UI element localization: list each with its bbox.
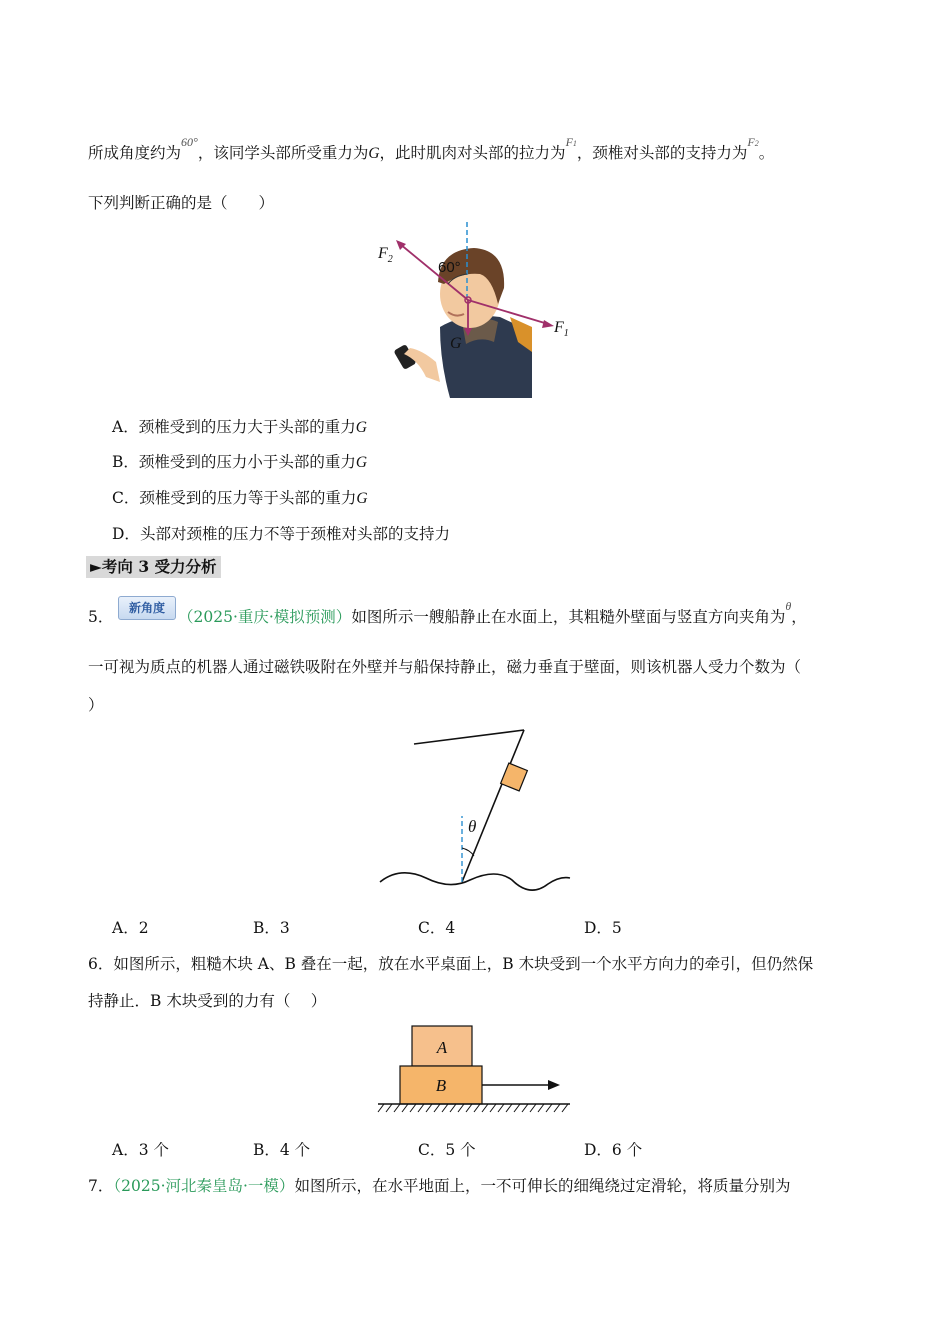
f2-label: $F_2$ [378, 245, 393, 265]
q5-option-d: D．5 [584, 919, 622, 937]
f1-symbol: F1 [565, 135, 577, 149]
block-a-label: A [436, 1038, 448, 1057]
q6-option-c: C．5 个 [418, 1141, 476, 1159]
q4-option-d: D．头部对颈椎的压力不等于颈椎对头部的支持力 [112, 525, 450, 543]
q5-option-a: A．2 [112, 919, 149, 937]
hull-wall-line [462, 730, 524, 882]
q5-line3: ） [88, 696, 104, 714]
robot-block [501, 763, 528, 791]
f1-label: $F_1$ [554, 319, 569, 339]
q4-option-c: C．颈椎受到的压力等于头部的重力G [112, 489, 368, 507]
q6-line2: 持静止．B 木块受到的力有（ ） [88, 992, 327, 1010]
q6-option-b: B．4 个 [253, 1141, 311, 1159]
new-angle-badge: 新角度 [118, 596, 176, 620]
block-b-label: B [435, 1076, 447, 1095]
q4-option-a: A．颈椎受到的压力大于头部的重力G [112, 418, 367, 436]
angle-label: 60° [438, 259, 461, 276]
q4-option-b: B．颈椎受到的压力小于头部的重力G [112, 453, 368, 471]
q5-option-c: C．4 [418, 919, 456, 937]
g-label: G [450, 335, 462, 352]
q7-line1: 7．（2025·河北秦皇岛·一模）如图所示，在水平地面上，一不可伸长的细绳绕过定滑轮，将质量分别为 [88, 1177, 791, 1195]
q4-line1: 所成角度约为$^{60^\circ}$，该同学头部所受重力为G，此时肌肉对头部的拉力为$^{F1}$，颈椎对头部的支持力为$^{F2}$。 [88, 135, 775, 162]
f2-symbol: F2 [747, 135, 759, 149]
water-wave [380, 873, 570, 890]
blocks-figure [374, 1020, 578, 1120]
q5-option-b: B．3 [253, 919, 290, 937]
q5-source: （2025·重庆·模拟预测） [178, 608, 352, 626]
gravity-symbol: G [368, 145, 380, 162]
deck-line [414, 730, 524, 744]
section-header: ►考向 3 受力分析 [86, 556, 221, 578]
q6-option-d: D．6 个 [584, 1141, 643, 1159]
boat-wall-figure [370, 722, 580, 898]
theta-symbol: θ [785, 599, 792, 613]
q5-line2: 一可视为质点的机器人通过磁铁吸附在外壁并与船保持静止，磁力垂直于壁面，则该机器人受力个数为（ [88, 658, 802, 676]
q5-number: 5． [88, 608, 114, 626]
q7-source: （2025·河北秦皇岛·一模） [113, 1177, 295, 1195]
theta-label: θ [468, 817, 477, 836]
table-hatching [378, 1104, 568, 1112]
q6-option-a: A．3 个 [112, 1141, 169, 1159]
q4-line2: 下列判断正确的是（ ） [88, 194, 275, 212]
head-force-figure [370, 222, 570, 402]
angle-60-label: 60° [181, 135, 198, 149]
q5-line1: （2025·重庆·模拟预测）如图所示一艘船静止在水面上，其粗糙外壁面与竖直方向夹角为$^\theta$， [178, 599, 807, 626]
q6-line1: 6．如图所示，粗糙木块 A、B 叠在一起，放在水平桌面上，B 木块受到一个水平方向力的牵引，但仍然保 [88, 955, 814, 973]
